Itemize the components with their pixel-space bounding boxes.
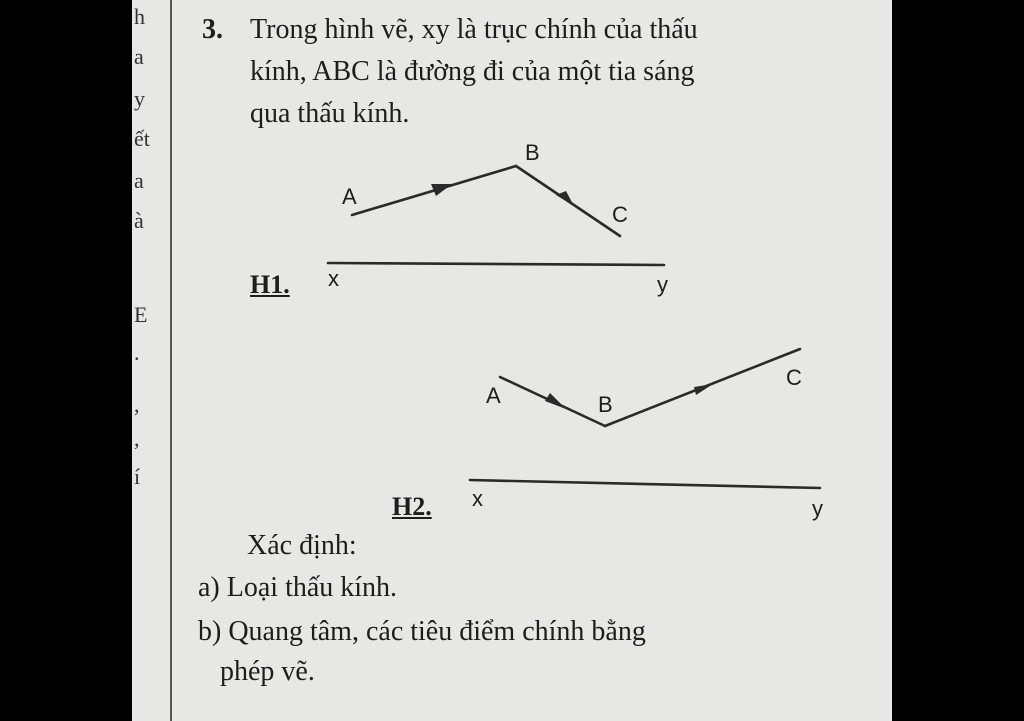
margin-letter: h (134, 4, 145, 29)
figure2-label: H2. (392, 492, 432, 521)
margin-letter: y (134, 86, 145, 111)
h1-point-c: C (612, 202, 628, 227)
h1-point-b: B (525, 140, 540, 165)
h2-arrow-bc (694, 384, 713, 395)
margin-letter: . (134, 340, 140, 365)
margin-letter: à (134, 208, 144, 233)
margin-letter: a (134, 44, 144, 69)
margin-letter: í (134, 464, 141, 489)
margin-letter: , (134, 426, 140, 451)
question-number: 3. (202, 14, 223, 45)
question-line-3: qua thấu kính. (250, 98, 410, 129)
question-line-1: Trong hình vẽ, xy là trục chính của thấu (250, 14, 698, 45)
margin-letter: , (134, 392, 140, 417)
question-line-2: kính, ABC là đường đi của một tia sáng (250, 56, 695, 87)
h1-arrow-ab (431, 184, 452, 196)
task-item-b-line-2: phép vẽ. (220, 656, 315, 687)
h1-principal-axis (328, 263, 664, 265)
margin-letter: ết (134, 126, 150, 151)
margin-letter: E (134, 302, 148, 327)
h2-axis-y: y (812, 496, 823, 521)
figure1-label: H1. (250, 270, 290, 299)
h2-arrow-ab (545, 393, 566, 409)
h1-axis-y: y (657, 272, 668, 297)
task-item-a: a) Loại thấu kính. (198, 572, 398, 603)
h2-axis-x: x (472, 486, 483, 511)
task-item-b-line-1: b) Quang tâm, các tiêu điểm chính bằng (198, 616, 646, 647)
margin-letter: a (134, 168, 144, 193)
h2-point-a: A (486, 383, 501, 408)
h2-point-c: C (786, 365, 802, 390)
h1-axis-x: x (328, 266, 339, 291)
task-intro: Xác định: (247, 530, 357, 561)
h1-point-a: A (342, 184, 357, 209)
h2-point-b: B (598, 392, 613, 417)
h2-principal-axis (470, 480, 820, 488)
